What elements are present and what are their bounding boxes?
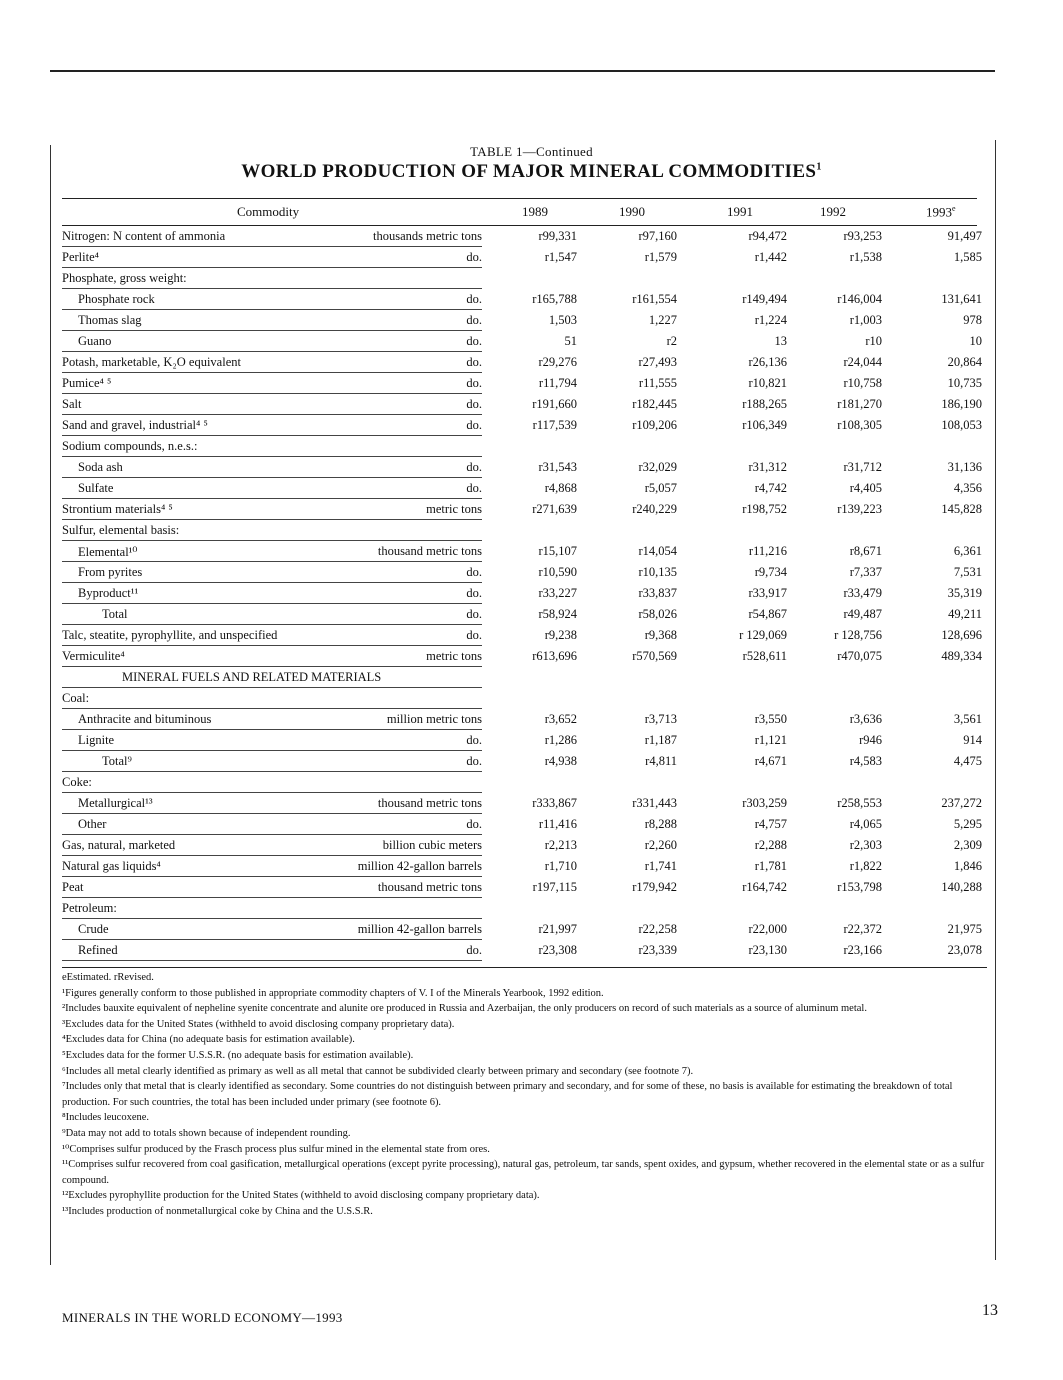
value-cell-1991: r4,757 — [754, 817, 787, 831]
value-cell-1990: r2,260 — [644, 838, 677, 852]
value-cell-1991: r26,136 — [748, 355, 787, 369]
value-cell-1991: r54,867 — [748, 607, 787, 621]
value-cell-1990: r570,569 — [632, 649, 677, 663]
unit-cell: thousands metric tons — [372, 229, 482, 243]
footnote: ⁸Includes leucoxene. — [62, 1112, 150, 1124]
value-cell-1992: r470,075 — [837, 649, 882, 663]
value-cell-1991: r106,349 — [742, 418, 787, 432]
value-cell-1993: 131,641 — [941, 292, 982, 306]
top-rule — [50, 70, 995, 72]
footnote: ⁹Data may not add to totals shown because of independent rounding. — [62, 1127, 351, 1139]
value-cell-1990: r9,368 — [644, 628, 677, 642]
value-cell-1990: r1,579 — [644, 250, 677, 264]
value-cell-1990: r23,339 — [638, 943, 677, 957]
table-row — [62, 688, 977, 709]
unit-cell: thousand metric tons — [377, 880, 482, 894]
unit-cell: do. — [466, 481, 482, 495]
footnote: ⁶Includes all metal clearly identified as primary as well as all metal that cannot be subdivided clearly between primary and secondary (see footnote 7). — [62, 1065, 694, 1077]
value-cell-1992: r946 — [859, 733, 882, 747]
unit-cell: million 42-gallon barrels — [357, 922, 482, 936]
footnote: ⁷Includes only that metal that is clearly identified as secondary. Some countries do not distinguish between primary and secondary, and for some of these, no basis is available for estimating the breakdown of total production. For such countries, the total has been included under primary (see footnote 6). — [62, 1081, 953, 1108]
table-row — [62, 373, 982, 394]
value-cell-1992: r33,479 — [843, 586, 882, 600]
commodity-cell: From pyrites — [78, 565, 143, 579]
value-cell-1992: r49,487 — [843, 607, 882, 621]
value-cell-1989: r1,710 — [544, 859, 577, 873]
value-cell-1991: r22,000 — [748, 922, 787, 936]
commodity-cell: Refined — [78, 943, 118, 957]
commodity-cell: Petroleum: — [62, 901, 117, 915]
value-cell-1989: r58,924 — [538, 607, 577, 621]
value-cell-1992: r7,337 — [849, 565, 882, 579]
footnote: ¹⁰Comprises sulfur produced by the Frasch process plus sulfur mined in the elemental state from ores. — [62, 1143, 490, 1155]
unit-cell: do. — [466, 418, 482, 432]
footnote: ¹³Includes production of nonmetallurgical coke by China and the U.S.S.R. — [62, 1205, 373, 1217]
value-cell-1992: r3,636 — [849, 712, 882, 726]
table-row — [62, 457, 982, 478]
value-cell-1990: r109,206 — [632, 418, 677, 432]
value-cell-1993: 31,136 — [947, 460, 982, 474]
commodity-cell: Nitrogen: N content of ammonia — [62, 229, 226, 243]
value-cell-1992: r10,758 — [843, 376, 882, 390]
value-cell-1990: r4,811 — [645, 754, 677, 768]
commodity-cell: Metallurgical¹³ — [78, 796, 153, 810]
value-cell-1993: 140,288 — [941, 880, 982, 894]
production-table — [62, 198, 982, 961]
value-cell-1989: r333,867 — [532, 796, 577, 810]
value-cell-1991: r2,288 — [754, 838, 787, 852]
value-cell-1989: 1,503 — [548, 313, 577, 327]
value-cell-1992: r108,305 — [837, 418, 882, 432]
commodity-cell: Elemental¹⁰ — [78, 545, 138, 559]
value-cell-1992: r31,712 — [843, 460, 882, 474]
value-cell-1989: r1,547 — [544, 250, 577, 264]
value-cell-1992: r24,044 — [843, 355, 882, 369]
value-cell-1989: r117,539 — [532, 418, 577, 432]
value-cell-1993: 1,585 — [953, 250, 982, 264]
commodity-cell: Total⁹ — [102, 754, 132, 768]
commodity-cell: Strontium materials⁴ ⁵ — [62, 502, 173, 516]
footnote: ²Includes bauxite equivalent of nepheline syenite concentrate and alunite ore produced in Russia and Azerbaijan, the only producers on record of such materials as a source of aluminum metal. — [62, 1003, 867, 1015]
commodity-cell: Peat — [62, 880, 84, 894]
commodity-cell: Other — [78, 817, 107, 831]
value-cell-1993: 186,190 — [941, 397, 982, 411]
unit-cell: billion cubic meters — [382, 838, 482, 852]
footnote-rule — [62, 967, 987, 968]
footnote: ¹²Excludes pyrophyllite production for the United States (withheld to avoid disclosing company proprietary data). — [62, 1190, 540, 1202]
value-cell-1992: r139,223 — [837, 502, 882, 516]
value-cell-1989: r4,938 — [544, 754, 577, 768]
commodity-cell: Crude — [78, 922, 109, 936]
value-cell-1990: r1,741 — [644, 859, 677, 873]
value-cell-1992: r23,166 — [843, 943, 882, 957]
left-border — [50, 145, 51, 1265]
value-cell-1989: r99,331 — [538, 229, 577, 243]
unit-cell: thousand metric tons — [377, 796, 482, 810]
value-cell-1993: 978 — [963, 313, 982, 327]
commodity-cell: MINERAL FUELS AND RELATED MATERIALS — [122, 670, 382, 684]
value-cell-1992: r1,538 — [849, 250, 882, 264]
value-cell-1991: r9,734 — [754, 565, 787, 579]
value-cell-1993: 2,309 — [953, 838, 982, 852]
value-cell-1990: r8,288 — [644, 817, 677, 831]
value-cell-1990: r161,554 — [632, 292, 677, 306]
value-cell-1992: r22,372 — [843, 922, 882, 936]
table-row — [62, 394, 982, 415]
value-cell-1991: r188,265 — [742, 397, 787, 411]
value-cell-1991: r198,752 — [742, 502, 787, 516]
footnotes — [62, 967, 987, 1220]
value-cell-1993: 35,319 — [947, 586, 982, 600]
unit-cell: do. — [466, 565, 482, 579]
table-row — [62, 226, 982, 247]
value-cell-1990: r179,942 — [632, 880, 677, 894]
unit-cell: do. — [466, 607, 482, 621]
value-cell-1989: r11,794 — [538, 376, 577, 390]
value-cell-1992: r 128,756 — [834, 628, 882, 642]
value-cell-1990: r331,443 — [632, 796, 677, 810]
value-cell-1989: r9,238 — [544, 628, 577, 642]
header-commodity: Commodity — [237, 204, 300, 219]
table-title: WORLD PRODUCTION OF MAJOR MINERAL COMMODITIES$^1$ — [241, 161, 822, 182]
value-cell-1990: r240,229 — [632, 502, 677, 516]
table-row — [62, 730, 982, 751]
value-cell-1993: 237,272 — [941, 796, 982, 810]
row-rule — [62, 960, 482, 961]
value-cell-1992: r4,405 — [849, 481, 882, 495]
table-row — [62, 310, 982, 331]
unit-cell: do. — [466, 250, 482, 264]
value-cell-1992: r2,303 — [849, 838, 882, 852]
value-cell-1992: r4,065 — [849, 817, 882, 831]
commodity-cell: Soda ash — [78, 460, 123, 474]
table-row — [62, 352, 982, 373]
unit-cell: do. — [466, 754, 482, 768]
value-cell-1991: r31,312 — [748, 460, 787, 474]
value-cell-1992: r153,798 — [837, 880, 882, 894]
value-cell-1990: r32,029 — [638, 460, 677, 474]
table-row — [62, 247, 982, 268]
commodity-cell: Sulfur, elemental basis: — [62, 523, 180, 537]
commodity-cell: Thomas slag — [78, 313, 142, 327]
table-row — [62, 898, 977, 919]
value-cell-1991: r303,259 — [742, 796, 787, 810]
value-cell-1993: 128,696 — [941, 628, 982, 642]
value-cell-1989: r21,997 — [538, 922, 577, 936]
value-cell-1991: r3,550 — [754, 712, 787, 726]
value-cell-1990: r11,555 — [638, 376, 677, 390]
table-row — [62, 415, 982, 436]
unit-cell: do. — [466, 628, 482, 642]
value-cell-1989: 51 — [564, 334, 577, 348]
footnote: ³Excludes data for the United States (withheld to avoid disclosing company proprietary data). — [62, 1018, 455, 1030]
value-cell-1992: r1,822 — [849, 859, 882, 873]
value-cell-1993: 914 — [963, 733, 982, 747]
value-cell-1989: r1,286 — [544, 733, 577, 747]
value-cell-1990: r14,054 — [638, 544, 677, 558]
value-cell-1991: r149,494 — [742, 292, 787, 306]
footnote: ¹Figures generally conform to those published in appropriate commodity chapters of V. I of the Minerals Yearbook, 1992 edition. — [62, 987, 604, 999]
unit-cell: do. — [466, 334, 482, 348]
value-cell-1992: r8,671 — [849, 544, 882, 558]
table-row — [62, 751, 982, 772]
table-row — [62, 877, 982, 898]
table-row — [62, 604, 982, 625]
table-row — [62, 793, 982, 814]
commodity-cell: Talc, steatite, pyrophyllite, and unspecified — [62, 628, 278, 642]
value-cell-1993: 20,864 — [947, 355, 982, 369]
value-cell-1990: r33,837 — [638, 586, 677, 600]
value-cell-1990: r58,026 — [638, 607, 677, 621]
value-cell-1992: r10 — [865, 334, 882, 348]
footnote: ⁵Excludes data for the former U.S.S.R. (no adequate basis for estimation available). — [62, 1049, 414, 1061]
table-row — [62, 478, 982, 499]
value-cell-1991: r1,781 — [754, 859, 787, 873]
unit-cell: do. — [466, 943, 482, 957]
table-row — [62, 856, 982, 877]
unit-cell: metric tons — [426, 502, 482, 516]
value-cell-1993: 91,497 — [947, 229, 982, 243]
value-cell-1991: r1,224 — [754, 313, 787, 327]
commodity-cell: Sulfate — [78, 481, 114, 495]
header-1990: 1990 — [619, 204, 645, 219]
table-row — [62, 814, 982, 835]
commodity-cell: Lignite — [78, 733, 115, 747]
commodity-cell: Coke: — [62, 775, 92, 789]
value-cell-1989: r2,213 — [544, 838, 577, 852]
table-row — [62, 583, 982, 604]
value-cell-1990: r97,160 — [638, 229, 677, 243]
value-cell-1993: 489,334 — [941, 649, 982, 663]
unit-cell: do. — [466, 460, 482, 474]
table-row — [62, 541, 982, 562]
value-cell-1993: 7,531 — [953, 565, 982, 579]
table-row — [62, 625, 982, 646]
table-label: TABLE 1—Continued — [470, 144, 593, 159]
table-row — [62, 520, 977, 541]
table-row — [62, 436, 977, 457]
value-cell-1989: r11,416 — [538, 817, 577, 831]
commodity-cell: Sodium compounds, n.e.s.: — [62, 439, 198, 453]
value-cell-1991: r1,442 — [754, 250, 787, 264]
table-row — [62, 709, 982, 730]
value-cell-1993: 10 — [969, 334, 982, 348]
unit-cell: do. — [466, 586, 482, 600]
value-cell-1991: r23,130 — [748, 943, 787, 957]
value-cell-1993: 108,053 — [941, 418, 982, 432]
value-cell-1992: r93,253 — [843, 229, 882, 243]
value-cell-1990: r5,057 — [644, 481, 677, 495]
value-cell-1993: 145,828 — [941, 502, 982, 516]
value-cell-1993: 1,846 — [953, 859, 982, 873]
value-cell-1991: r94,472 — [748, 229, 787, 243]
header-1989: 1989 — [522, 204, 548, 219]
unit-cell: thousand metric tons — [377, 544, 482, 558]
commodity-cell: Natural gas liquids⁴ — [62, 859, 161, 873]
commodity-cell: Coal: — [62, 691, 90, 705]
commodity-cell: Sand and gravel, industrial⁴ ⁵ — [62, 418, 208, 432]
value-cell-1990: r27,493 — [638, 355, 677, 369]
value-cell-1989: r4,868 — [544, 481, 577, 495]
table-body — [62, 226, 982, 961]
value-cell-1990: r10,135 — [638, 565, 677, 579]
table-row — [62, 646, 982, 667]
value-cell-1990: r22,258 — [638, 922, 677, 936]
value-cell-1989: r197,115 — [532, 880, 577, 894]
unit-cell: do. — [466, 292, 482, 306]
table-row — [62, 562, 982, 583]
value-cell-1989: r191,660 — [532, 397, 577, 411]
commodity-cell: Byproduct¹¹ — [78, 586, 139, 600]
value-cell-1993: 10,735 — [947, 376, 982, 390]
unit-cell: do. — [466, 313, 482, 327]
value-cell-1991: r164,742 — [742, 880, 787, 894]
unit-cell: million 42-gallon barrels — [357, 859, 482, 873]
section-heading — [62, 667, 977, 688]
commodity-cell: Salt — [62, 397, 82, 411]
commodity-cell: Gas, natural, marketed — [62, 838, 176, 852]
value-cell-1993: 3,561 — [953, 712, 982, 726]
value-cell-1992: r258,553 — [837, 796, 882, 810]
value-cell-1989: r23,308 — [538, 943, 577, 957]
value-cell-1989: r165,788 — [532, 292, 577, 306]
page-number: 13 — [982, 1302, 998, 1319]
value-cell-1992: r4,583 — [849, 754, 882, 768]
commodity-cell: Anthracite and bituminous — [78, 712, 212, 726]
value-cell-1990: r182,445 — [632, 397, 677, 411]
value-cell-1993: 6,361 — [953, 544, 982, 558]
value-cell-1993: 5,295 — [953, 817, 982, 831]
footnote: ¹¹Comprises sulfur recovered from coal gasification, metallurgical operations (except pyrite processing), natural gas, petroleum, tar sands, spent oxides, and gypsum, whether recovered in the elemental state or as a sulfur compound. — [62, 1159, 985, 1186]
table-header — [62, 198, 977, 226]
table-row — [62, 940, 982, 961]
value-cell-1993: 23,078 — [947, 943, 982, 957]
table-row — [62, 919, 982, 940]
commodity-cell: Pumice⁴ ⁵ — [62, 376, 112, 390]
table-row — [62, 835, 982, 856]
unit-cell: do. — [466, 376, 482, 390]
value-cell-1989: r31,543 — [538, 460, 577, 474]
header-1991: 1991 — [727, 204, 753, 219]
unit-cell: do. — [466, 817, 482, 831]
table-row — [62, 268, 977, 289]
value-cell-1993: 21,975 — [947, 922, 982, 936]
commodity-cell: Phosphate rock — [78, 292, 155, 306]
value-cell-1990: r3,713 — [644, 712, 677, 726]
value-cell-1990: r1,187 — [644, 733, 677, 747]
value-cell-1989: r3,652 — [544, 712, 577, 726]
value-cell-1990: r2 — [666, 334, 677, 348]
value-cell-1992: r1,003 — [849, 313, 882, 327]
value-cell-1991: r528,611 — [742, 649, 787, 663]
commodity-cell: Potash, marketable, K₂O equivalent — [62, 355, 241, 369]
value-cell-1989: r15,107 — [538, 544, 577, 558]
table-row — [62, 499, 982, 520]
unit-cell: do. — [466, 733, 482, 747]
value-cell-1993: 4,475 — [953, 754, 982, 768]
header-1993: 1993e — [926, 204, 956, 220]
value-cell-1993: 49,211 — [948, 607, 982, 621]
value-cell-1991: r11,216 — [748, 544, 787, 558]
value-cell-1991: 13 — [774, 334, 787, 348]
value-cell-1989: r613,696 — [532, 649, 577, 663]
value-cell-1991: r33,917 — [748, 586, 787, 600]
value-cell-1989: r33,227 — [538, 586, 577, 600]
unit-cell: metric tons — [426, 649, 482, 663]
unit-cell: do. — [466, 355, 482, 369]
value-cell-1990: 1,227 — [648, 313, 677, 327]
table-row — [62, 331, 982, 352]
commodity-cell: Total — [102, 607, 128, 621]
value-cell-1991: r1,121 — [754, 733, 787, 747]
header-1992: 1992 — [820, 204, 846, 219]
commodity-cell: Guano — [78, 334, 112, 348]
unit-cell: do. — [466, 397, 482, 411]
footnote: ⁴Excludes data for China (no adequate basis for estimation available). — [62, 1034, 355, 1046]
footer-publication: MINERALS IN THE WORLD ECONOMY—1993 — [62, 1310, 343, 1325]
value-cell-1989: r10,590 — [538, 565, 577, 579]
value-cell-1992: r181,270 — [837, 397, 882, 411]
table-row — [62, 289, 982, 310]
value-cell-1993: 4,356 — [953, 481, 982, 495]
value-cell-1992: r146,004 — [837, 292, 882, 306]
value-cell-1989: r29,276 — [538, 355, 577, 369]
value-cell-1991: r4,742 — [754, 481, 787, 495]
table-row — [62, 772, 977, 793]
unit-cell: million metric tons — [386, 712, 482, 726]
commodity-cell: Vermiculite⁴ — [62, 649, 125, 663]
commodity-cell: Phosphate, gross weight: — [62, 271, 187, 285]
value-cell-1989: r271,639 — [532, 502, 577, 516]
commodity-cell: Perlite⁴ — [62, 250, 99, 264]
right-border — [995, 140, 996, 1260]
value-cell-1991: r4,671 — [754, 754, 787, 768]
value-cell-1991: r10,821 — [748, 376, 787, 390]
value-cell-1991: r 129,069 — [739, 628, 787, 642]
footnote: eEstimated. rRevised. — [62, 972, 154, 983]
